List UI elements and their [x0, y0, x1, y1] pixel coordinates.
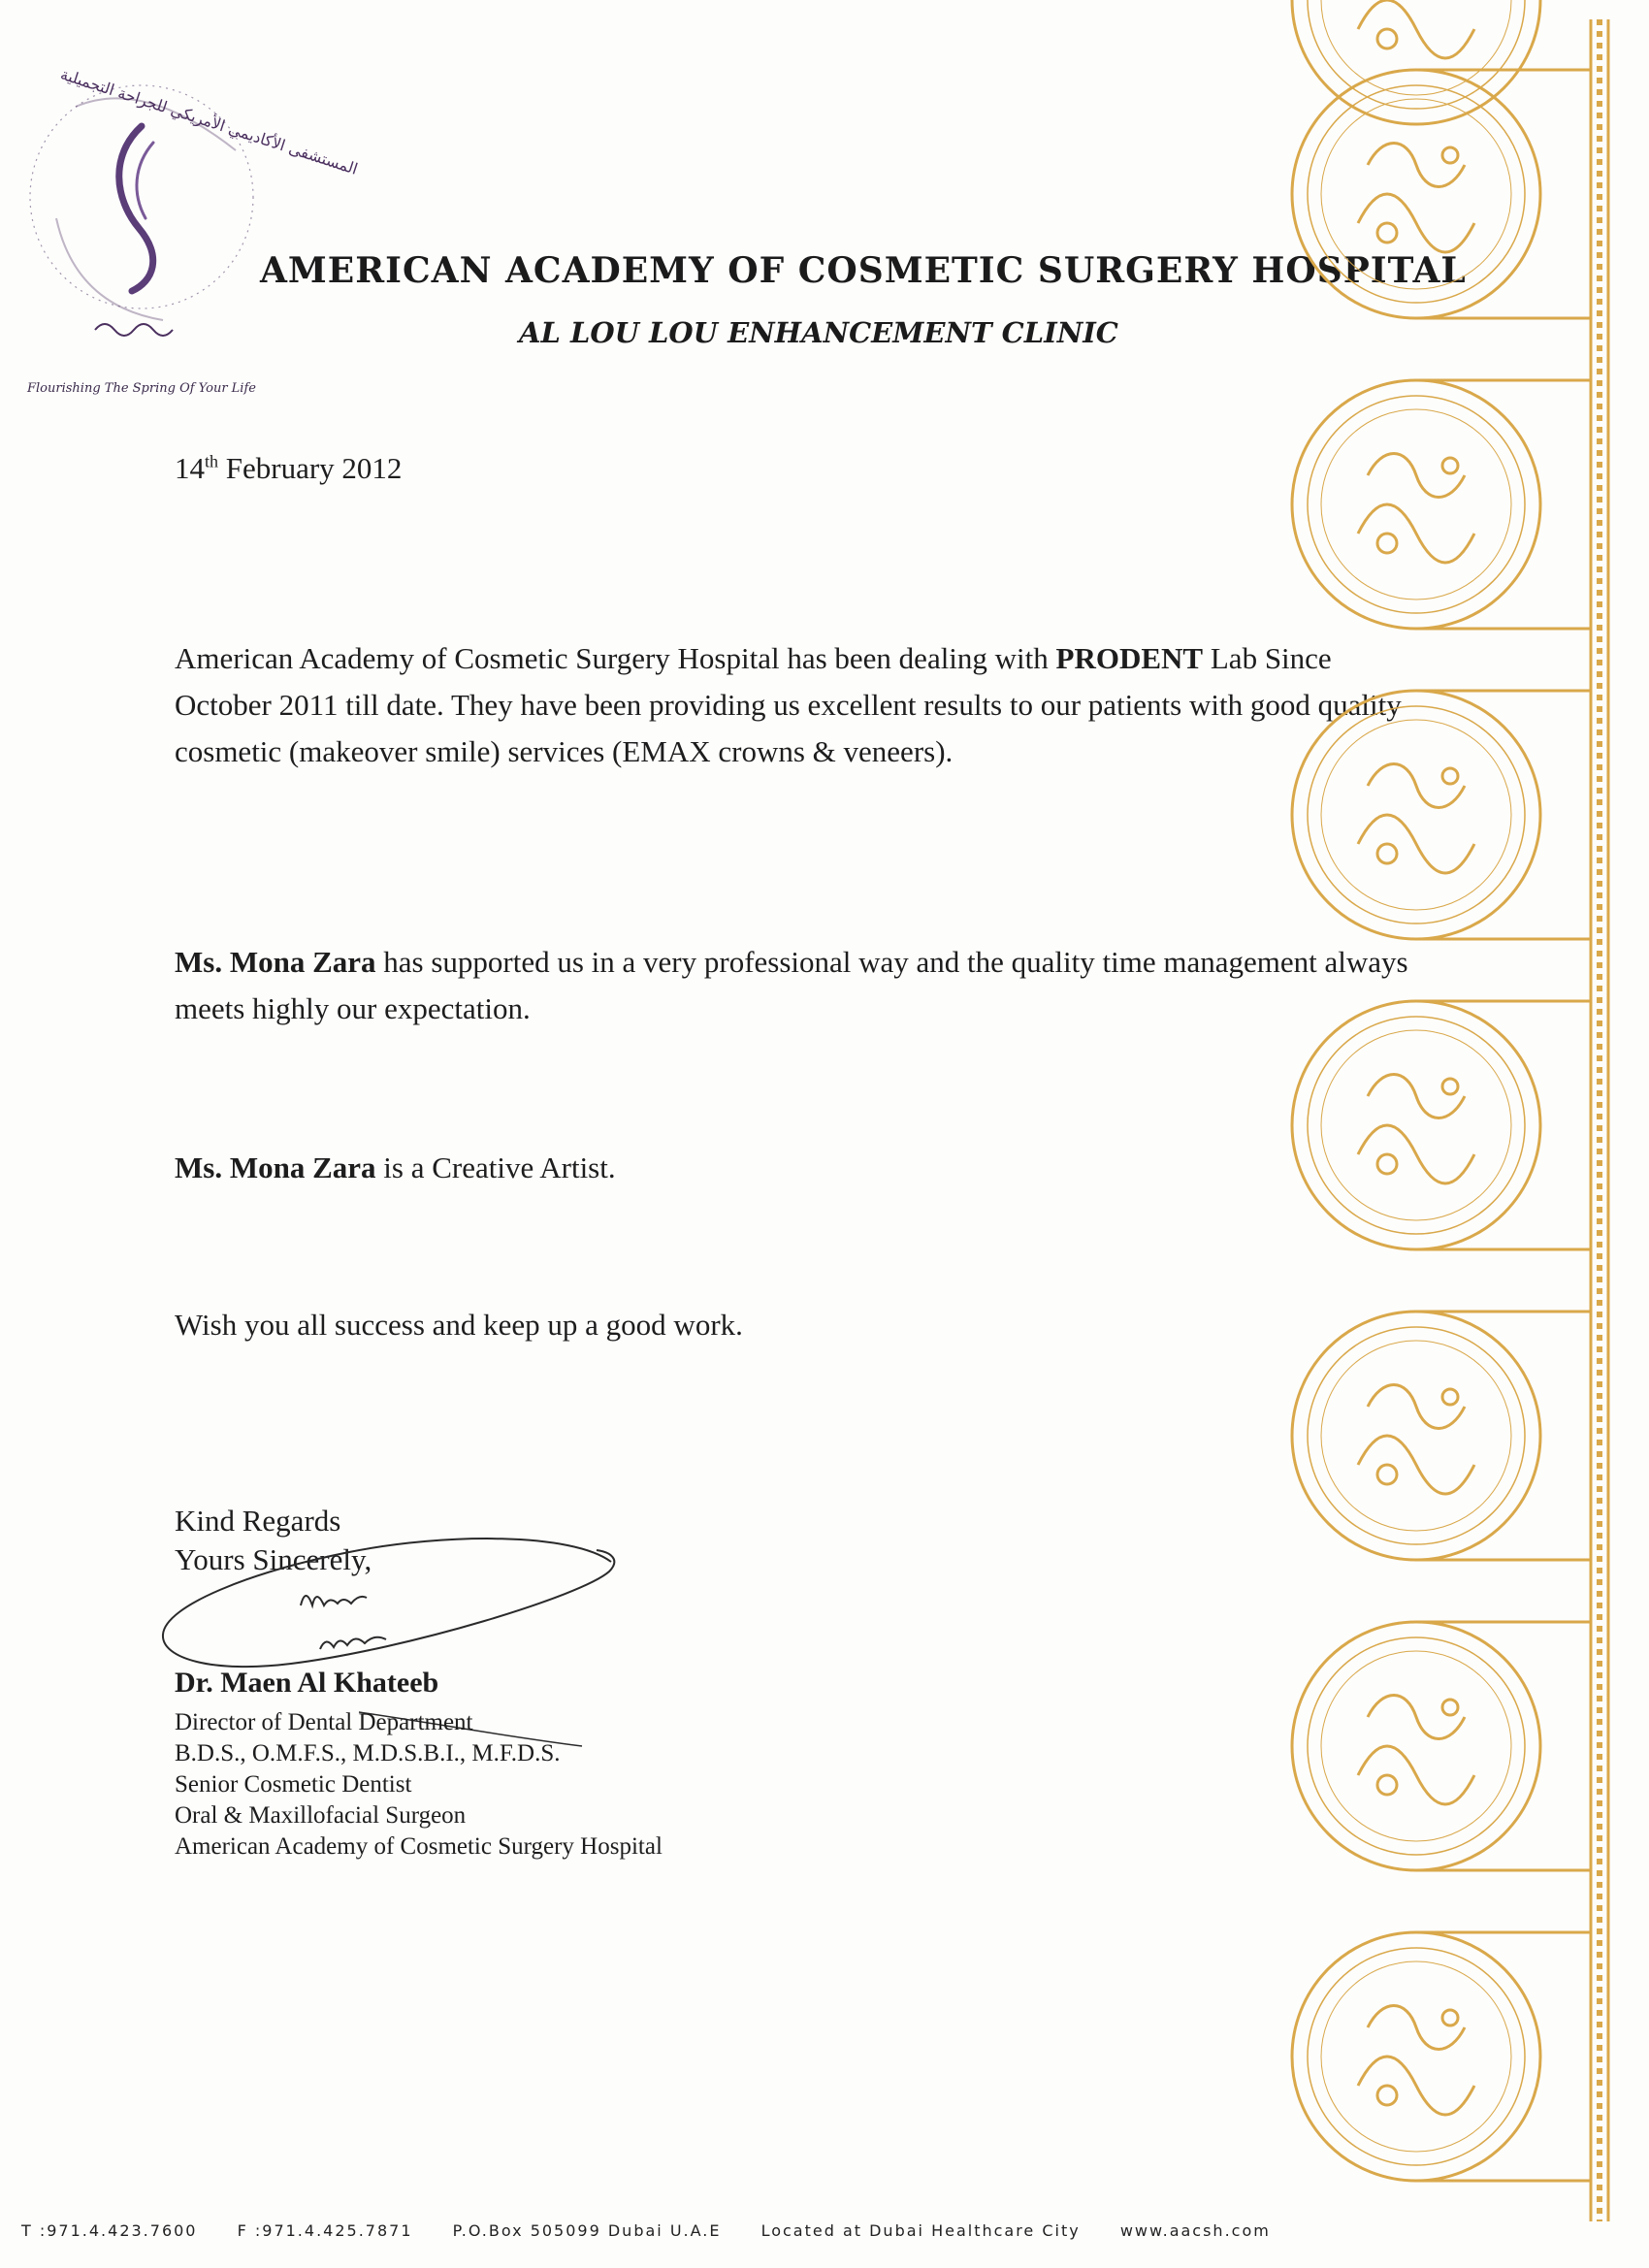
- signatory-name: Dr. Maen Al Khateeb: [175, 1667, 439, 1699]
- signatory-title-3: Senior Cosmetic Dentist: [175, 1771, 412, 1798]
- p2-text: has supported us in a very professional way and the quality time management always meets highly our expectation.: [175, 945, 1408, 1025]
- signatory-title-4: Oral & Maxillofacial Surgeon: [175, 1802, 467, 1829]
- letterhead-title: AMERICAN ACADEMY OF COSMETIC SURGERY HOSPITAL: [260, 250, 1467, 291]
- footer-web: www.aacsh.com: [1119, 2221, 1271, 2240]
- footer-location: Located at Dubai Healthcare City: [760, 2221, 1081, 2240]
- closing-line-1: Kind Regards: [175, 1504, 341, 1538]
- paragraph-3: [175, 1145, 1426, 1191]
- footer-fax: F :971.4.425.7871: [237, 2221, 413, 2240]
- letterhead-subtitle: AL LOU LOU ENHANCEMENT CLINIC: [519, 316, 1118, 349]
- signatory-credentials: [175, 1707, 663, 1863]
- p1-text-a: American Academy of Cosmetic Surgery Hospital has been dealing with: [175, 641, 1049, 675]
- footer-tel: T :971.4.423.7600: [21, 2221, 198, 2240]
- letter-footer: [21, 2221, 1304, 2240]
- gold-ornamental-border: [1242, 0, 1649, 2268]
- letter-date: [175, 451, 402, 486]
- p1-text-b: Lab Since October 2011 till date. They have been providing us excellent results to our patients with good quality cosmetic (makeover smile) services (EMAX crowns & veneers).: [175, 641, 1402, 768]
- logo-tagline: Flourishing The Spring Of Your Life: [27, 381, 256, 396]
- date-day: 14: [175, 451, 205, 485]
- signatory-title-1: Director of Dental Department: [175, 1709, 473, 1735]
- date-suffix: th: [205, 451, 219, 471]
- p1-bold-prodent: PRODENT: [1055, 641, 1204, 675]
- hospital-logo: [17, 64, 361, 403]
- closing-line-2: Yours Sincerely,: [175, 1542, 372, 1576]
- p3-text: is a Creative Artist.: [383, 1150, 616, 1184]
- paragraph-2: [175, 939, 1426, 1032]
- p3-bold-name: Ms. Mona Zara: [175, 1150, 376, 1184]
- date-month-year: February 2012: [225, 451, 403, 485]
- signatory-title-2: B.D.S., O.M.F.S., M.D.S.B.I., M.F.D.S.: [175, 1740, 561, 1766]
- footer-pobox: P.O.Box 505099 Dubai U.A.E: [452, 2221, 722, 2240]
- paragraph-1: [175, 635, 1426, 775]
- p2-bold-name: Ms. Mona Zara: [175, 945, 376, 979]
- signatory-title-5: American Academy of Cosmetic Surgery Hospital: [175, 1833, 663, 1860]
- logo-arabic-text: المستشفى الأكاديمي الأمريكي للجراحة التجميلية: [57, 64, 361, 178]
- paragraph-4: Wish you all success and keep up a good work.: [175, 1308, 743, 1342]
